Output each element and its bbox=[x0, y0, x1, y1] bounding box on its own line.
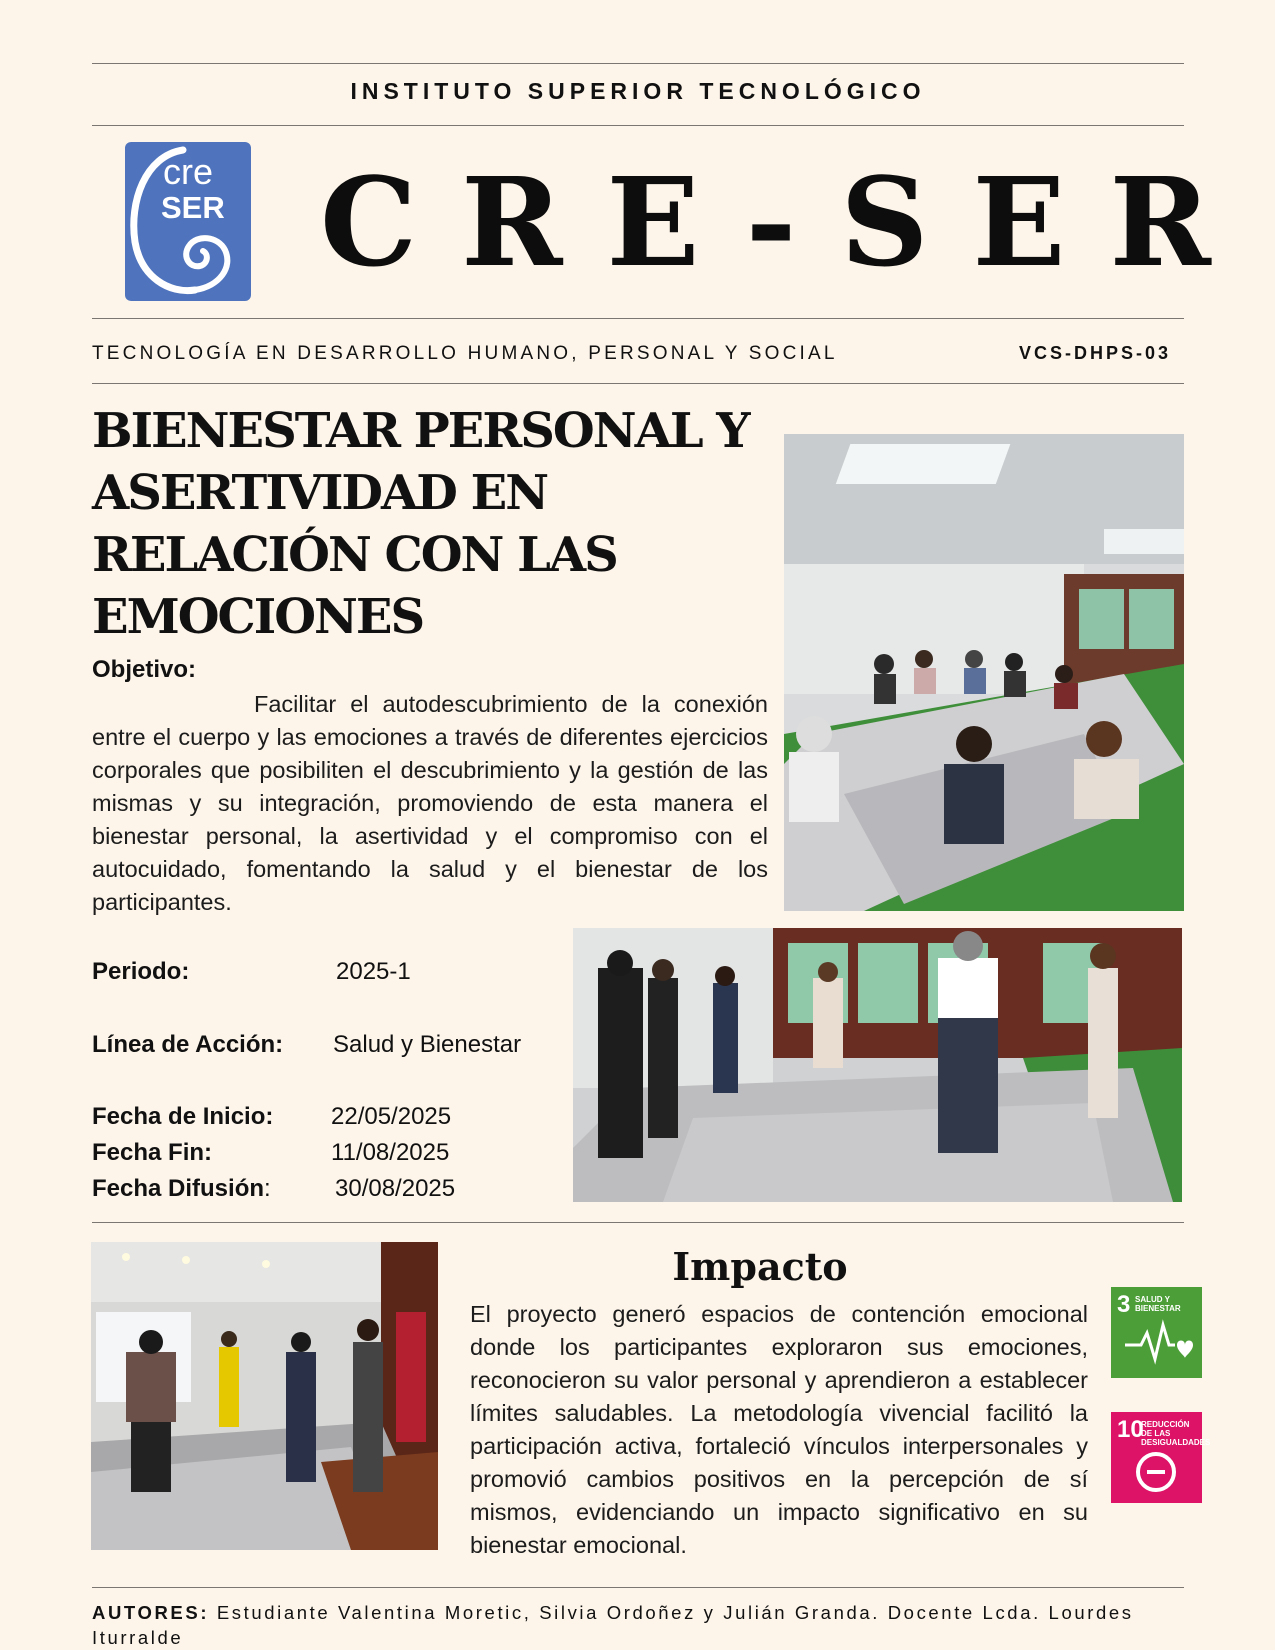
sdg-10-badge bbox=[1111, 1412, 1211, 1503]
sdg-10-number: 10 bbox=[1117, 1416, 1144, 1443]
footer-rule bbox=[92, 1587, 1184, 1588]
impact-title: Impacto bbox=[672, 1244, 848, 1289]
logo-text-top: cre bbox=[163, 151, 214, 192]
project-title: BIENESTAR PERSONAL Y ASERTIVIDAD EN RELACIÓN CON LAS EMOCIONES bbox=[92, 403, 749, 645]
authors-credit bbox=[92, 1600, 1184, 1650]
diffusion-date-label: Fecha Difusión bbox=[92, 1175, 265, 1202]
sdg-3-badge bbox=[1111, 1287, 1202, 1378]
sdg-3-label: SALUD Y BIENESTAR bbox=[1135, 1295, 1181, 1313]
diffusion-colon: : bbox=[264, 1175, 271, 1202]
objective-label: Objetivo: bbox=[92, 656, 197, 683]
sdg-3-number: 3 bbox=[1117, 1291, 1131, 1318]
start-date-label: Fecha de Inicio: bbox=[92, 1103, 274, 1130]
authors-text: Estudiante Valentina Moretic, Silvia Ordoñez y Julián Granda. Docente Lcda. Lourdes Iturralde bbox=[92, 1602, 1134, 1648]
heartbeat-icon bbox=[1111, 1287, 1202, 1378]
institution-name: INSTITUTO SUPERIOR TECNOLÓGICO bbox=[350, 78, 926, 104]
end-date-label: Fecha Fin: bbox=[92, 1139, 213, 1166]
top-rule bbox=[92, 63, 1184, 64]
workshop-photo-standing bbox=[573, 928, 1182, 1202]
period-label: Periodo: bbox=[92, 958, 190, 985]
brand-title: CRE-SER bbox=[320, 150, 1255, 294]
logo-text-bottom: SER bbox=[161, 190, 225, 225]
objective-text: Facilitar el autodescubrimiento de la conexión entre el cuerpo y las emociones a través de diferentes ejercicios corporales que posibiliten el descubrimiento y la gestión de las mismas y su integración, promoviendo de esta manera el bienestar personal, la asertividad y el compromiso con el autocuidado, fomentando la salud y el bienestar de los participantes. bbox=[92, 691, 768, 915]
header-rule bbox=[92, 125, 1184, 126]
end-date-value: 11/08/2025 bbox=[331, 1139, 450, 1166]
impact-text: El proyecto generó espacios de contención emocional donde los participantes exploraron sus emociones, reconocieron su valor personal y aprendieron a establecer límites saludables. La metodología vivencial facilitó la participación activa, fortaleció vínculos interpersonales y promovió cambios positivos en la percepción de sí mismos, evidenciando un impacto significativo en su bienestar emocional. bbox=[470, 1301, 1088, 1558]
equality-icon bbox=[1111, 1412, 1211, 1503]
impact-rule bbox=[92, 1222, 1184, 1223]
authors-label: AUTORES: bbox=[92, 1602, 210, 1623]
action-line-label: Línea de Acción: bbox=[92, 1031, 284, 1058]
workshop-photo-exercise bbox=[91, 1242, 438, 1550]
diffusion-date-value: 30/08/2025 bbox=[335, 1175, 456, 1202]
program-bottom-rule bbox=[92, 383, 1184, 384]
program-name: TECNOLOGÍA EN DESARROLLO HUMANO, PERSONAL Y SOCIAL bbox=[92, 343, 838, 364]
cre-ser-logo bbox=[125, 142, 251, 301]
start-date-value: 22/05/2025 bbox=[331, 1103, 452, 1130]
workshop-photo-seated bbox=[784, 434, 1184, 911]
program-top-rule bbox=[92, 318, 1184, 319]
action-line-value: Salud y Bienestar bbox=[333, 1031, 522, 1058]
project-code: VCS-DHPS-03 bbox=[1018, 343, 1171, 363]
sdg-10-label: REDUCCIÓN DE LAS DESIGUALDADES bbox=[1141, 1420, 1211, 1447]
period-value: 2025-1 bbox=[336, 958, 411, 985]
